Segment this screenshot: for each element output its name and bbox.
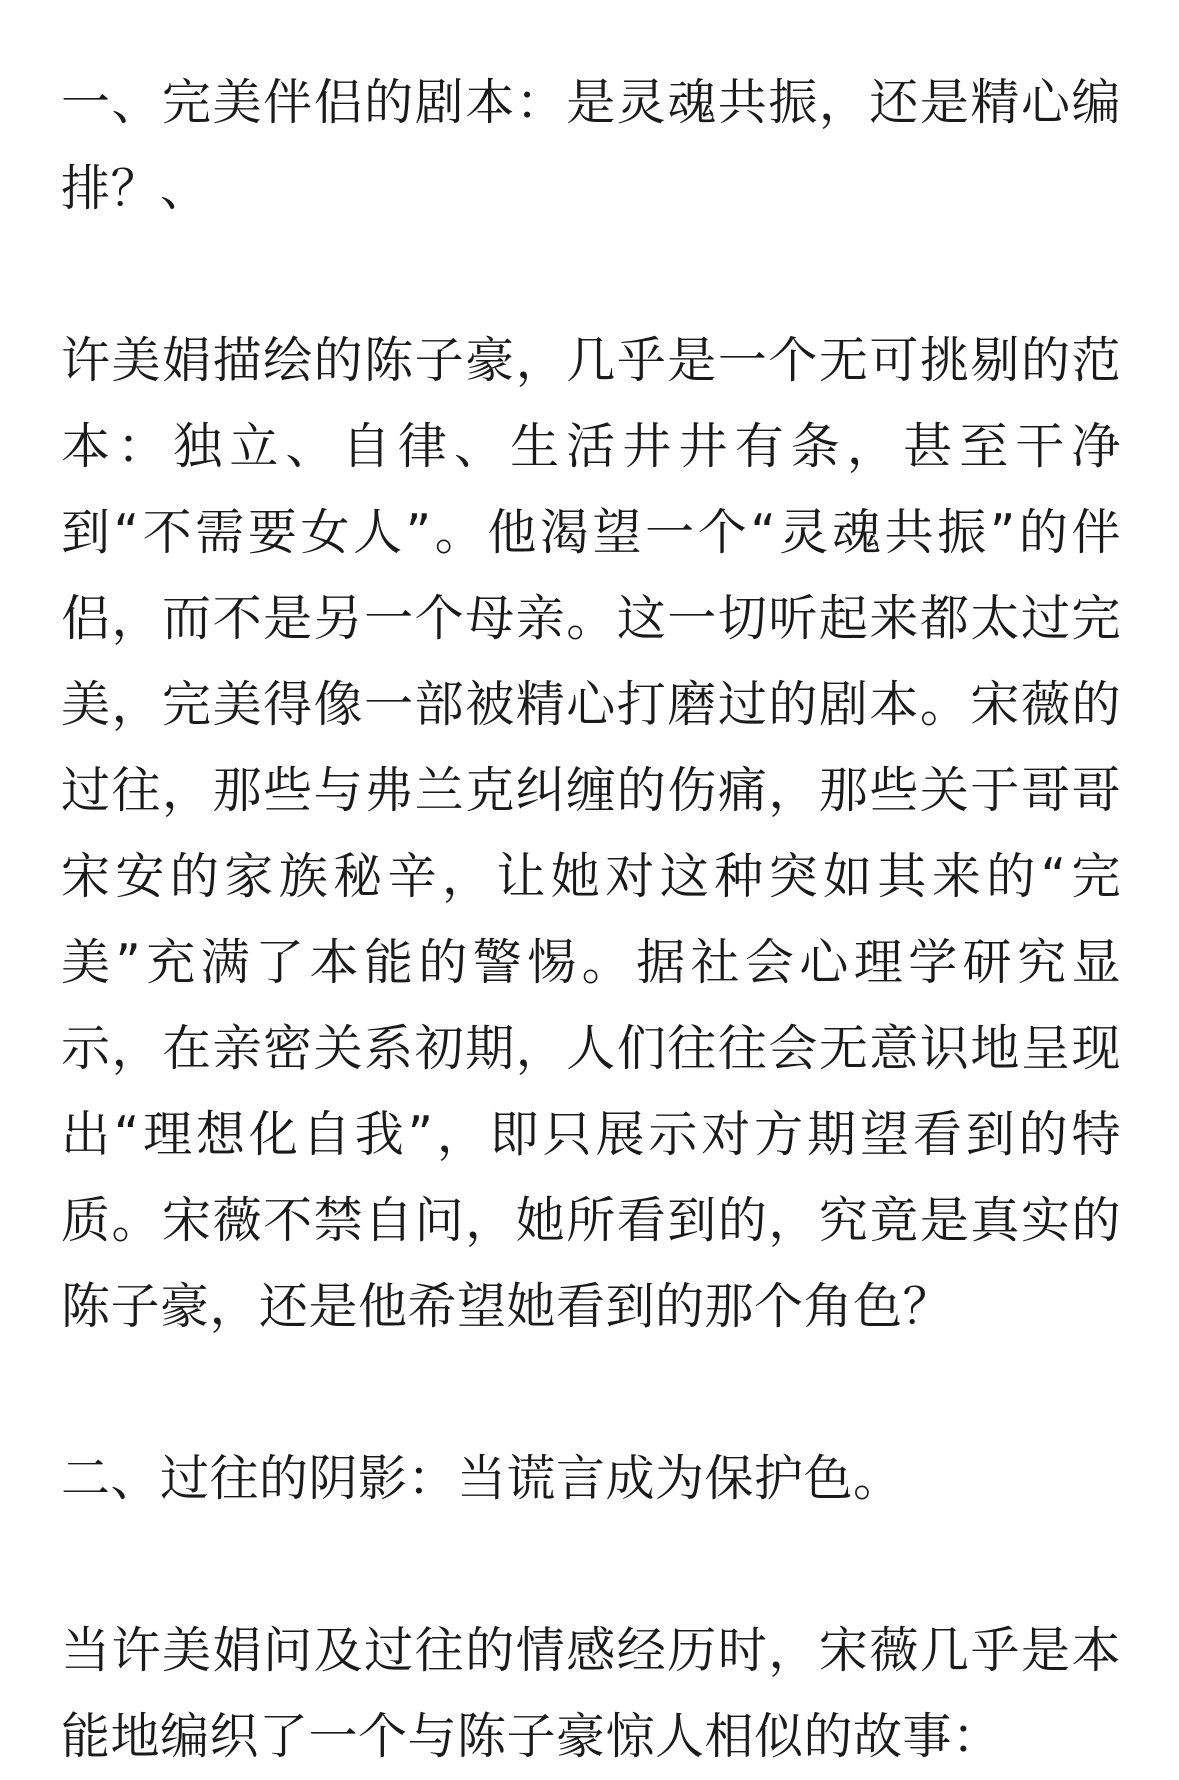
body-paragraph-1: 许美娟描绘的陈子豪，几乎是一个无可挑剔的范本：独立、自律、生活井井有条，甚至干净到“不需要女人”。他渴望一个“灵魂共振”的伴侣，而不是另一个母亲。这一切听起来都太过完美，完美得像一部被精心打磨过的剧本。宋薇的过往，那些与弗兰克纠缠的伤痛，那些关于哥哥宋安的家族秘辛，让她对这种突如其来的“完美”充满了本能的警惕。据社会心理学研究显示，在亲密关系初期，人们往往会无意识地呈现出“理想化自我”，即只展示对方期望看到的特质。宋薇不禁自问，她所看到的，究竟是真实的陈子豪，还是他希望她看到的那个角色？ <box>61 332 1121 1335</box>
article-body <box>61 60 1121 1780</box>
section-heading-2: 二、过往的阴影：当谎言成为保护色。 <box>61 1450 903 1507</box>
body-paragraph-2: 当许美娟问及过往的情感经历时，宋薇几乎是本能地编织了一个与陈子豪惊人相似的故事： <box>61 1622 1121 1765</box>
section-heading-1: 一、完美伴侣的剧本：是灵魂共振，还是精心编排？、 <box>61 74 1121 217</box>
